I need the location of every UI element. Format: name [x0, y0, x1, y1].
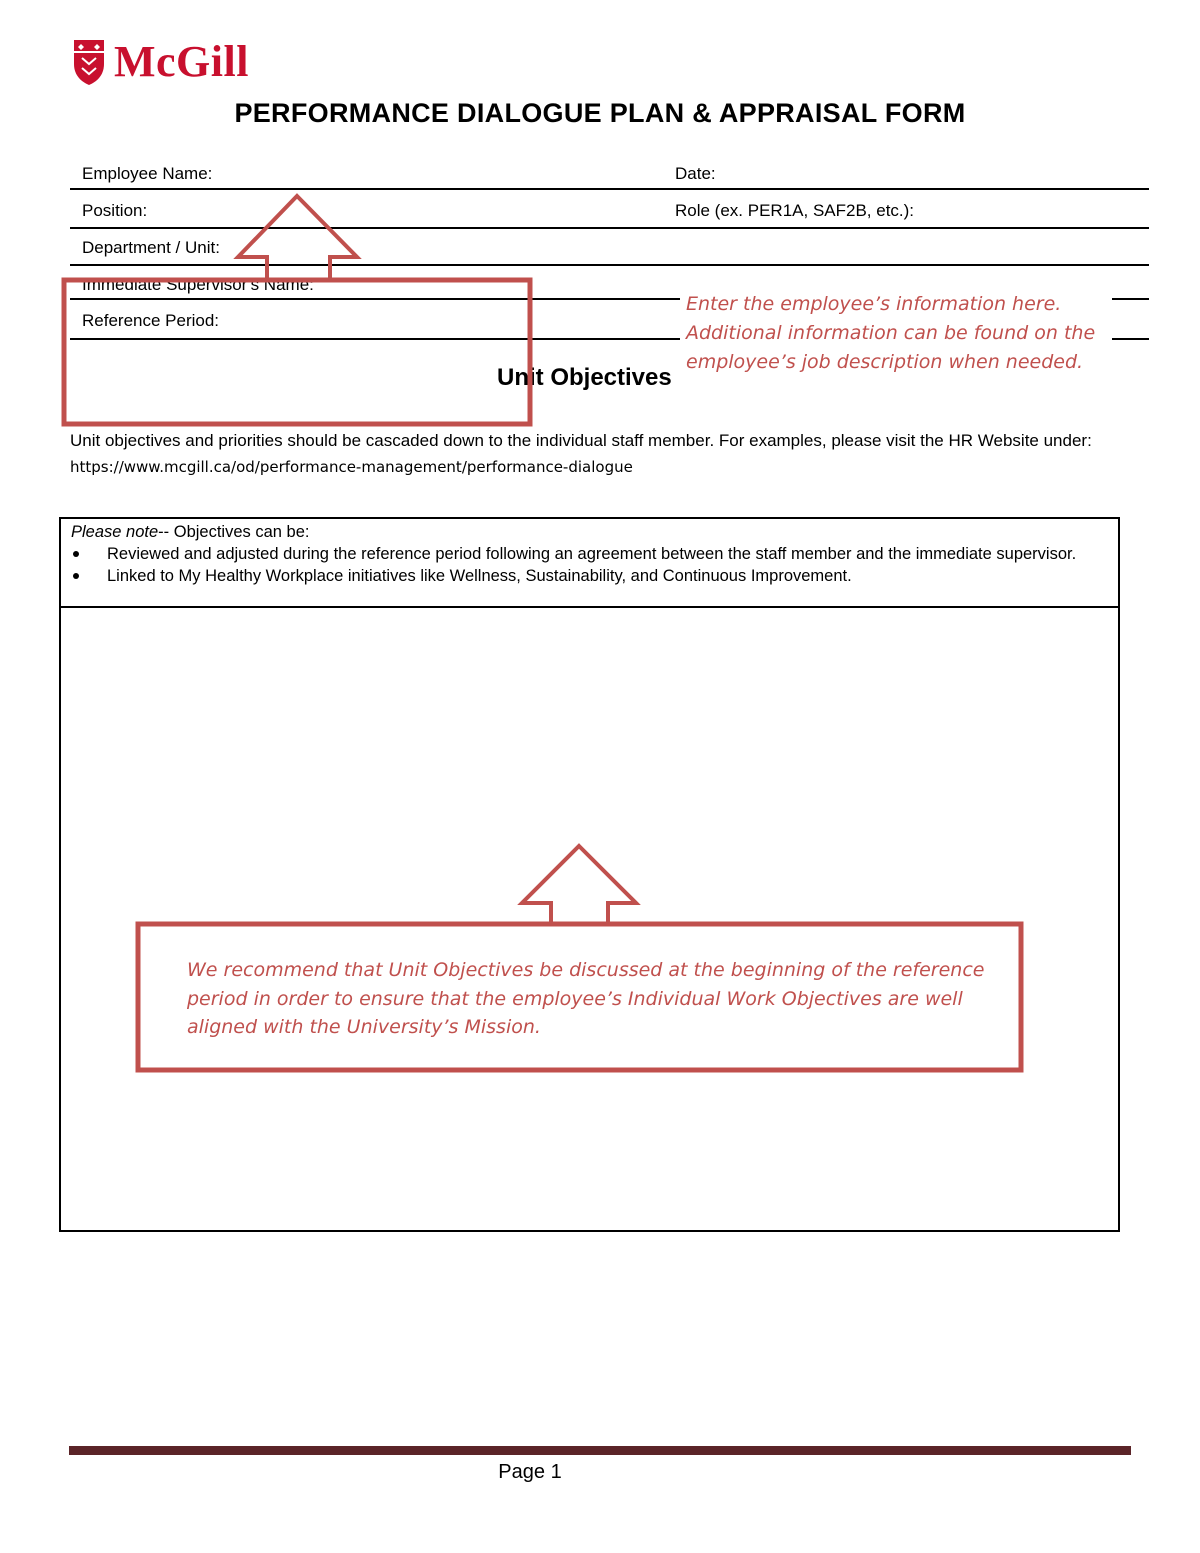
up-arrow-icon	[522, 846, 636, 924]
logo-wordmark: McGill	[114, 37, 249, 86]
description-text: Unit objectives and priorities should be cascaded down to the individual staff member. For examples, please visit the HR Website under:	[70, 431, 1092, 450]
unit-objectives-heading: Unit Objectives	[497, 364, 672, 391]
department-label: Department / Unit:	[82, 238, 220, 257]
employee-name-label: Employee Name:	[82, 164, 213, 183]
list-item: Reviewed and adjusted during the reference period following an agreement between the staff member and the immediate supervisor.	[71, 543, 1108, 565]
reference-period-label: Reference Period:	[82, 311, 220, 330]
supervisor-label: Immediate Supervisor's Name:	[82, 275, 314, 294]
position-label: Position:	[82, 201, 148, 220]
unit-objectives-callout: We recommend that Unit Objectives be discussed at the beginning of the reference period in order to ensure that the employee’s Individual Work Objectives are well aligned with the University’s Mission.	[187, 959, 985, 1038]
up-arrow-icon	[238, 196, 357, 280]
page-title: PERFORMANCE DIALOGUE PLAN & APPRAISAL FORM	[234, 98, 966, 128]
hr-website-link[interactable]: https://www.mcgill.ca/od/performance-management/performance-dialogue	[70, 458, 633, 476]
footer-divider	[69, 1446, 1131, 1455]
role-label: Role (ex. PER1A, SAF2B, etc.):	[675, 201, 915, 220]
page-number: Page 1	[498, 1461, 562, 1483]
note-text: -- Objectives can be:	[158, 523, 310, 541]
callout-box	[64, 280, 530, 424]
employee-info-callout: Enter the employee’s information here. Additional information can be found on the employee’s job description when needed.	[686, 293, 1096, 373]
date-label: Date:	[675, 164, 716, 183]
list-item: Linked to My Healthy Workplace initiatives like Wellness, Sustainability, and Continuous Improvement.	[71, 565, 1108, 587]
note-label: Please note	[71, 523, 159, 541]
